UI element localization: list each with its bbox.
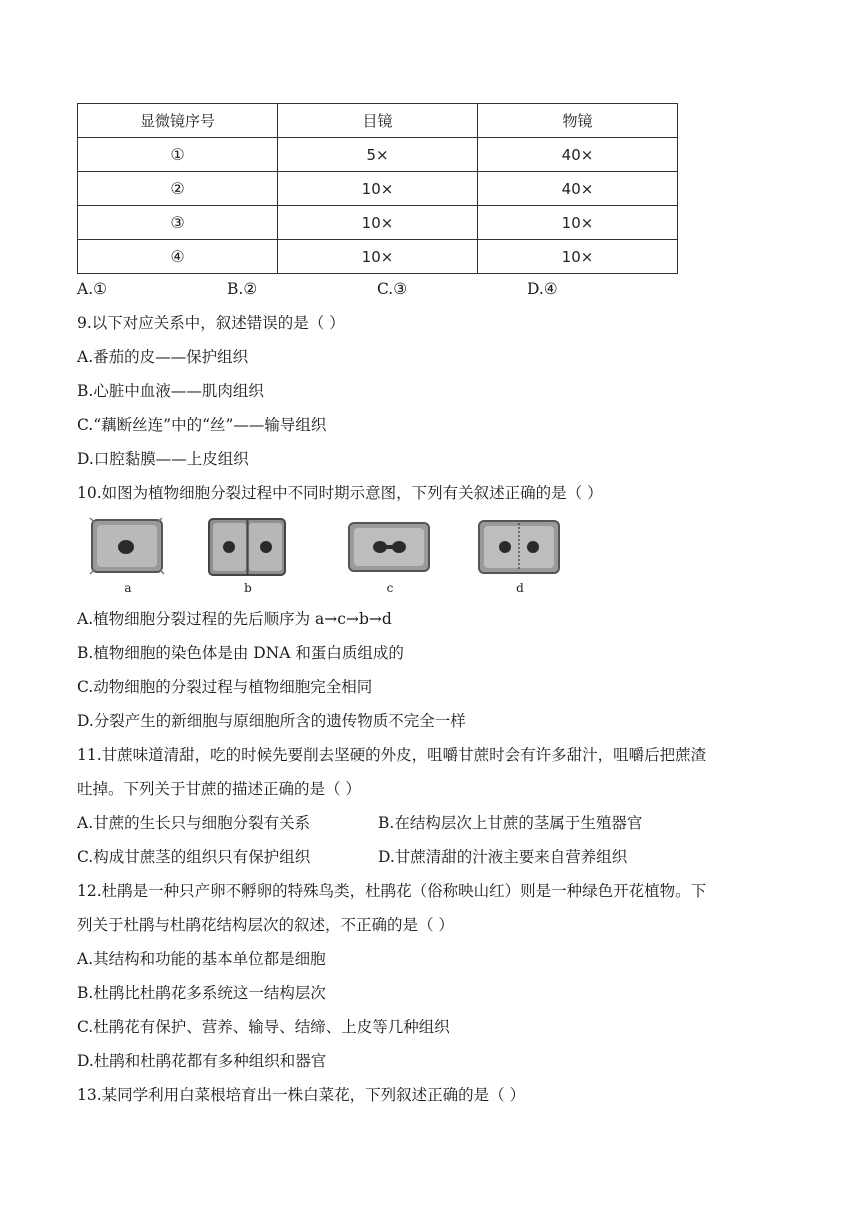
cell-stage-d-image	[475, 515, 565, 579]
q12-option-a: A.其结构和功能的基本单位都是细胞	[77, 950, 326, 968]
table-cell: ④	[78, 240, 278, 274]
table-row	[78, 240, 678, 274]
q11-option-a: A.甘蔗的生长只与细胞分裂有关系	[77, 814, 311, 832]
q11-option-d: D.甘蔗清甜的汁液主要来自营养组织	[378, 848, 628, 866]
q8-option-a: A.①	[77, 280, 108, 298]
cell-division-figure	[80, 515, 580, 600]
table-cell: ②	[78, 172, 278, 206]
table-cell: 10×	[278, 172, 478, 206]
cell-stage-a-image	[88, 515, 168, 579]
table-cell: 40×	[478, 138, 678, 172]
q8-option-c: C.③	[377, 280, 408, 298]
table-row	[78, 138, 678, 172]
q12-option-b: B.杜鹃比杜鹃花多系统这一结构层次	[77, 984, 326, 1002]
q10-option-d: D.分裂产生的新细胞与原细胞所含的遗传物质不完全一样	[77, 712, 466, 730]
q10-option-a: A.植物细胞分裂过程的先后顺序为 a→c→b→d	[77, 610, 392, 628]
q10-option-c: C.动物细胞的分裂过程与植物细胞完全相同	[77, 678, 373, 696]
q9-option-d: D.口腔黏膜——上皮组织	[77, 450, 249, 468]
table-header-row	[78, 104, 678, 138]
q11-stem-line1: 11.甘蔗味道清甜，吃的时候先要削去坚硬的外皮，咀嚼甘蔗时会有许多甜汁，咀嚼后把蔗渣	[77, 746, 707, 764]
q12-stem-line2: 列关于杜鹃与杜鹃花结构层次的叙述，不正确的是（ ）	[77, 916, 454, 934]
figure-label-b: b	[244, 581, 252, 595]
microscope-table	[77, 103, 678, 274]
table-cell: 10×	[278, 206, 478, 240]
cell-stage-b-image	[206, 515, 290, 579]
q8-option-d: D.④	[527, 280, 558, 298]
q11-stem-line2: 吐掉。下列关于甘蔗的描述正确的是（ ）	[77, 780, 361, 798]
cell-stage-c-image	[345, 515, 435, 579]
table-row	[78, 206, 678, 240]
table-cell: 5×	[278, 138, 478, 172]
table-cell: 40×	[478, 172, 678, 206]
q11-option-c: C.构成甘蔗茎的组织只有保护组织	[77, 848, 311, 866]
q8-option-b: B.②	[227, 280, 258, 298]
q10-stem: 10.如图为植物细胞分裂过程中不同时期示意图，下列有关叙述正确的是（ ）	[77, 484, 603, 502]
header-microscope-no: 显微镜序号	[78, 104, 278, 138]
q9-option-a: A.番茄的皮——保护组织	[77, 348, 249, 366]
header-eyepiece: 目镜	[278, 104, 478, 138]
q13-stem: 13.某同学利用白菜根培育出一株白菜花，下列叙述正确的是（ ）	[77, 1086, 526, 1104]
table-cell: 10×	[278, 240, 478, 274]
q10-option-b: B.植物细胞的染色体是由 DNA 和蛋白质组成的	[77, 644, 404, 662]
header-objective: 物镜	[478, 104, 678, 138]
table-row	[78, 172, 678, 206]
table-cell: ③	[78, 206, 278, 240]
q9-option-b: B.心脏中血液——肌肉组织	[77, 382, 264, 400]
q12-option-d: D.杜鹃和杜鹃花都有多种组织和器官	[77, 1052, 327, 1070]
q9-option-c: C.“藕断丝连”中的“丝”——输导组织	[77, 416, 327, 434]
q11-option-b: B.在结构层次上甘蔗的茎属于生殖器官	[378, 814, 643, 832]
table-cell: ①	[78, 138, 278, 172]
q9-stem: 9.以下对应关系中，叙述错误的是（ ）	[77, 314, 345, 332]
table-cell: 10×	[478, 206, 678, 240]
figure-label-c: c	[386, 581, 394, 595]
figure-label-d: d	[516, 581, 524, 595]
table-cell: 10×	[478, 240, 678, 274]
figure-label-a: a	[124, 581, 132, 595]
q12-stem-line1: 12.杜鹃是一种只产卵不孵卵的特殊鸟类，杜鹃花（俗称映山红）则是一种绿色开花植物。下	[77, 882, 707, 900]
q12-option-c: C.杜鹃花有保护、营养、输导、结缔、上皮等几种组织	[77, 1018, 450, 1036]
